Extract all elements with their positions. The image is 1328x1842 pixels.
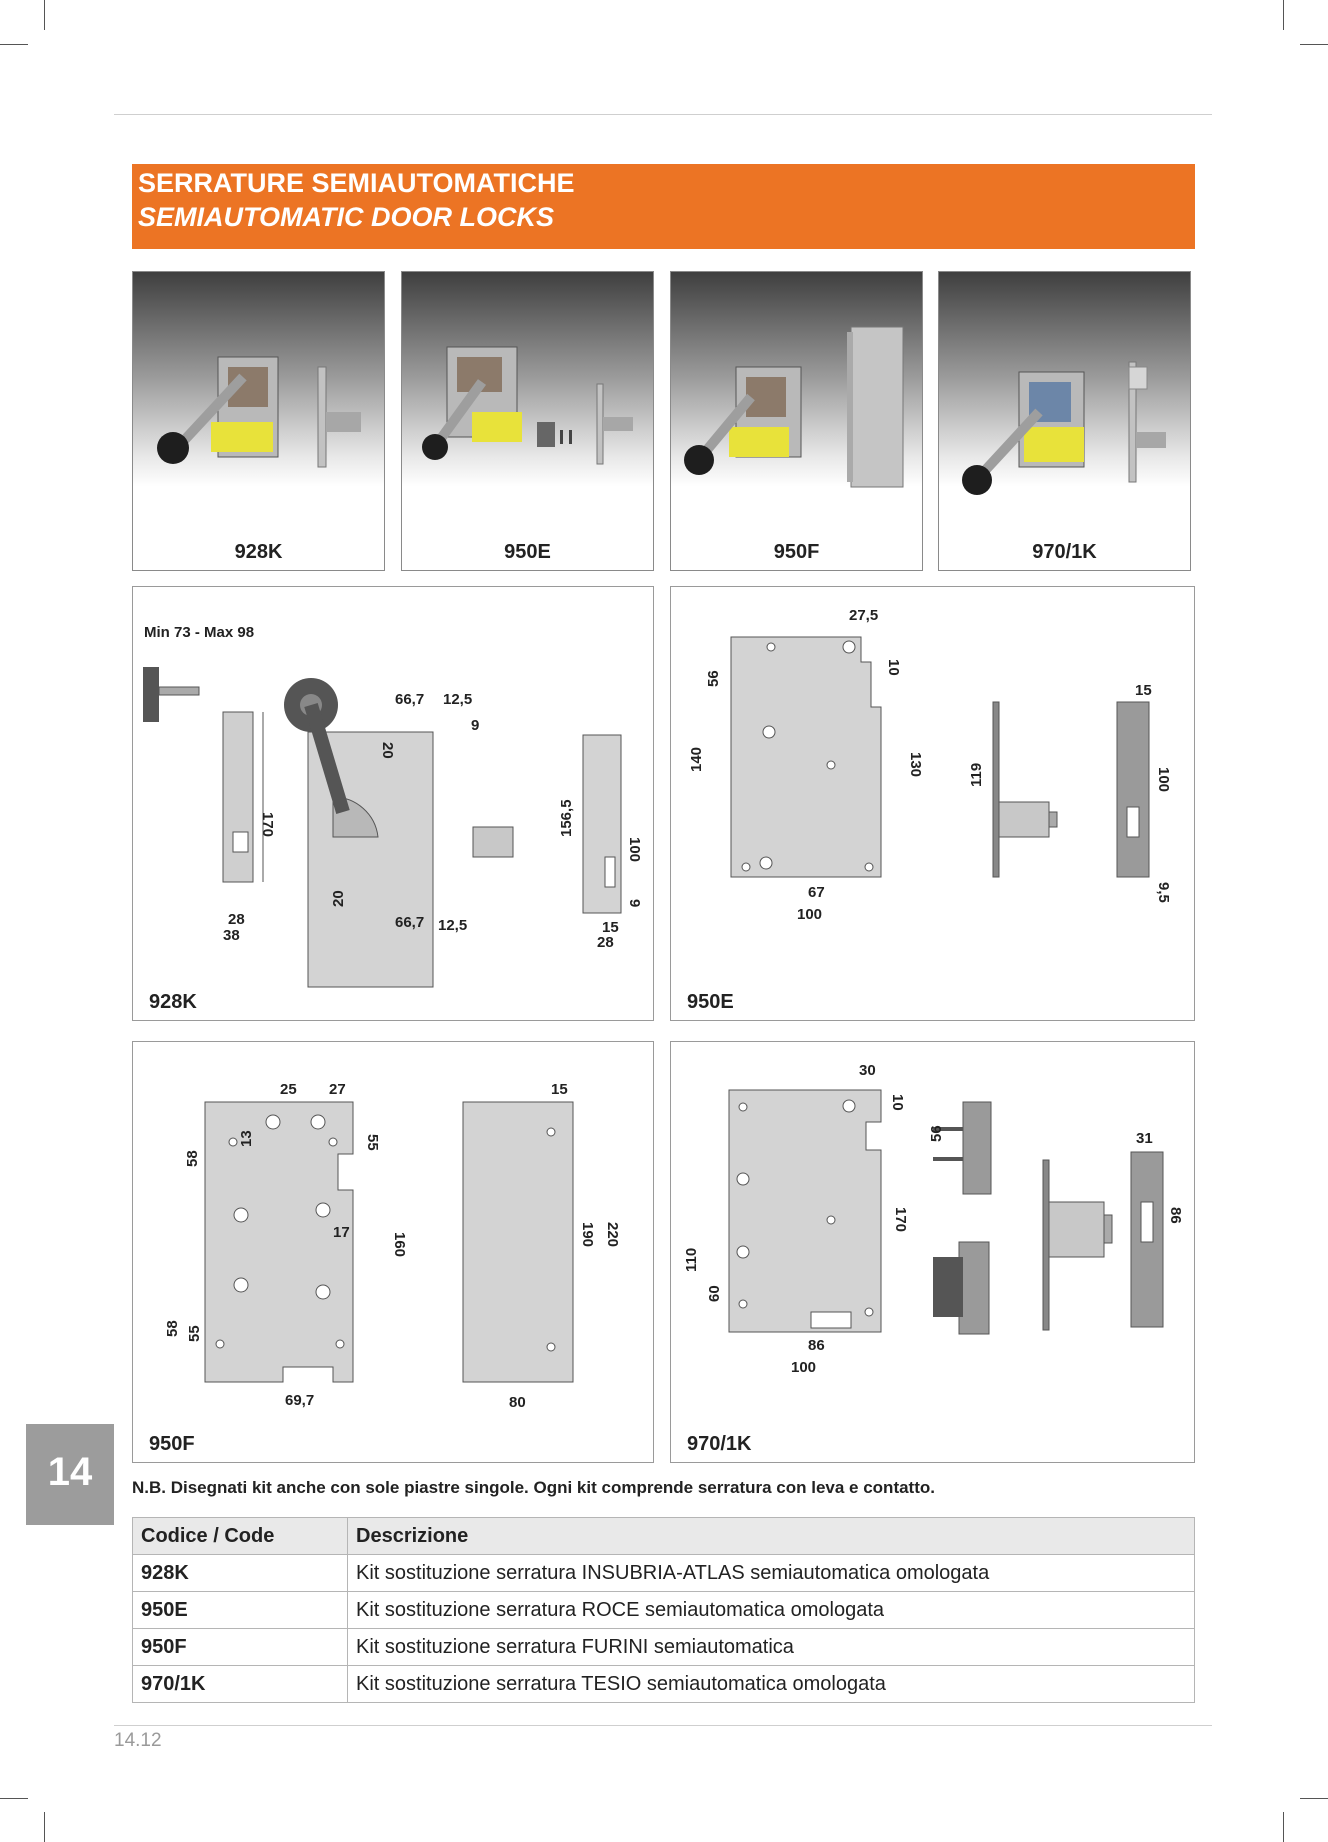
drawing-label: 970/1K bbox=[687, 1433, 752, 1455]
section-number: 14 bbox=[47, 1450, 93, 1494]
dim-label: 60 bbox=[706, 1285, 723, 1302]
bottom-rule bbox=[114, 1725, 1212, 1726]
lock-928k-illustration bbox=[133, 272, 385, 571]
photo-caption: 950F bbox=[773, 541, 820, 563]
dim-label: 110 bbox=[683, 1247, 700, 1272]
dim-label: 67 bbox=[808, 884, 825, 901]
dim-label: 12,5 bbox=[438, 917, 468, 934]
dim-label: 28 bbox=[228, 911, 245, 928]
dim-label: 20 bbox=[330, 890, 347, 907]
crop-mark bbox=[0, 1798, 28, 1799]
dim-label: 25 bbox=[280, 1081, 297, 1098]
dim-label: 66,7 bbox=[395, 914, 425, 931]
table-row bbox=[133, 1629, 1195, 1666]
dim-label: 28 bbox=[597, 934, 614, 951]
product-photo-950e bbox=[401, 271, 654, 571]
dim-label: 190 bbox=[579, 1222, 596, 1248]
table-cell-description: Kit sostituzione serratura FURINI semiautomatica bbox=[348, 1629, 1195, 1666]
top-rule bbox=[114, 114, 1212, 115]
dim-label: 100 bbox=[1155, 767, 1172, 793]
dim-label: 86 bbox=[1167, 1207, 1184, 1224]
banner-title-english: SEMIAUTOMATIC DOOR LOCKS bbox=[138, 202, 554, 232]
dim-label: 56 bbox=[928, 1125, 945, 1142]
column-header-description: Descrizione bbox=[348, 1518, 1195, 1555]
dim-label: 10 bbox=[889, 1094, 906, 1111]
dim-label: 100 bbox=[797, 906, 823, 923]
dim-label: 12,5 bbox=[443, 691, 473, 708]
crop-mark bbox=[44, 1812, 45, 1842]
dim-label: 69,7 bbox=[285, 1392, 315, 1409]
dim-label: 17 bbox=[333, 1224, 350, 1241]
dim-label: 119 bbox=[968, 762, 985, 787]
dim-label: 15 bbox=[551, 1081, 568, 1098]
table-header-row bbox=[133, 1518, 1195, 1555]
dim-label: 10 bbox=[885, 659, 902, 676]
dim-label: 170 bbox=[892, 1207, 909, 1233]
dim-label: 100 bbox=[791, 1359, 817, 1376]
crop-mark bbox=[1300, 1798, 1328, 1799]
drawing-label: 950F bbox=[149, 1433, 195, 1455]
banner-title-italian: SERRATURE SEMIAUTOMATICHE bbox=[138, 168, 575, 198]
dim-label: 100 bbox=[626, 837, 643, 863]
dim-label: 20 bbox=[379, 742, 396, 759]
drawing-panel-970-1k bbox=[670, 1041, 1195, 1463]
dim-label: 156,5 bbox=[558, 799, 575, 837]
section-tab bbox=[26, 1424, 114, 1525]
section-banner bbox=[132, 164, 1195, 249]
dim-label: 27,5 bbox=[849, 607, 879, 624]
lock-950e-illustration bbox=[402, 272, 654, 571]
technical-drawing-950f bbox=[133, 1042, 654, 1463]
dim-label: 130 bbox=[907, 752, 924, 778]
dim-label: 160 bbox=[391, 1232, 408, 1258]
note-text: N.B. Disegnati kit anche con sole piastre singole. Ogni kit comprende serratura con leva e contatto. bbox=[132, 1478, 935, 1497]
technical-drawing-950e bbox=[671, 587, 1195, 1021]
table-cell-description: Kit sostituzione serratura TESIO semiautomatica omologata bbox=[348, 1666, 1195, 1703]
crop-mark bbox=[1300, 44, 1328, 45]
page-number: 14.12 bbox=[114, 1730, 162, 1751]
dim-label: 55 bbox=[364, 1134, 381, 1151]
drawing-panel-950e bbox=[670, 586, 1195, 1021]
table-cell-description: Kit sostituzione serratura INSUBRIA-ATLAS semiautomatica omologata bbox=[348, 1555, 1195, 1592]
dim-label: 140 bbox=[688, 746, 705, 772]
product-photo-970-1k bbox=[938, 271, 1191, 571]
table-row bbox=[133, 1592, 1195, 1629]
crop-mark bbox=[1283, 0, 1284, 30]
dim-label: 38 bbox=[223, 927, 240, 944]
table-row bbox=[133, 1666, 1195, 1703]
dim-label: 30 bbox=[859, 1062, 876, 1079]
drawing-label: 928K bbox=[149, 991, 197, 1013]
dim-label: Min 73 - Max 98 bbox=[144, 624, 255, 641]
lock-950f-illustration bbox=[671, 272, 923, 571]
dim-label: 80 bbox=[509, 1394, 526, 1411]
photo-caption: 950E bbox=[504, 541, 551, 563]
table-cell-code: 970/1K bbox=[133, 1666, 348, 1703]
column-header-code: Codice / Code bbox=[133, 1518, 348, 1555]
dim-label: 15 bbox=[1135, 682, 1152, 699]
table-cell-code: 950F bbox=[133, 1629, 348, 1666]
dim-label: 170 bbox=[259, 812, 276, 838]
crop-mark bbox=[0, 44, 28, 45]
dim-label: 56 bbox=[705, 670, 722, 687]
dim-label: 9,5 bbox=[1155, 882, 1172, 903]
technical-drawing-928k bbox=[133, 587, 654, 1021]
dim-label: 9 bbox=[471, 717, 480, 734]
drawing-panel-950f bbox=[132, 1041, 654, 1463]
drawing-panel-928k bbox=[132, 586, 654, 1021]
crop-mark bbox=[44, 0, 45, 30]
dim-label: 9 bbox=[626, 899, 643, 908]
photo-caption: 928K bbox=[234, 541, 283, 563]
dim-label: 220 bbox=[604, 1222, 621, 1248]
product-photo-928k bbox=[132, 271, 385, 571]
table-cell-code: 928K bbox=[133, 1555, 348, 1592]
technical-drawing-970-1k bbox=[671, 1042, 1195, 1463]
product-table bbox=[132, 1517, 1195, 1703]
product-photo-950f bbox=[670, 271, 923, 571]
table-cell-description: Kit sostituzione serratura ROCE semiautomatica omologata bbox=[348, 1592, 1195, 1629]
dim-label: 31 bbox=[1136, 1130, 1153, 1147]
dim-label: 15 bbox=[602, 919, 619, 936]
dim-label: 58 bbox=[184, 1150, 201, 1167]
dim-label: 86 bbox=[808, 1337, 825, 1354]
table-cell-code: 950E bbox=[133, 1592, 348, 1629]
crop-mark bbox=[1283, 1812, 1284, 1842]
dim-label: 55 bbox=[186, 1325, 203, 1342]
photo-caption: 970/1K bbox=[1032, 541, 1097, 563]
dim-label: 13 bbox=[238, 1130, 255, 1147]
drawing-label: 950E bbox=[687, 991, 734, 1013]
lock-970-1k-illustration bbox=[939, 272, 1191, 571]
dim-label: 66,7 bbox=[395, 691, 425, 708]
dim-label: 27 bbox=[329, 1081, 346, 1098]
table-row bbox=[133, 1555, 1195, 1592]
dim-label: 58 bbox=[164, 1320, 181, 1337]
